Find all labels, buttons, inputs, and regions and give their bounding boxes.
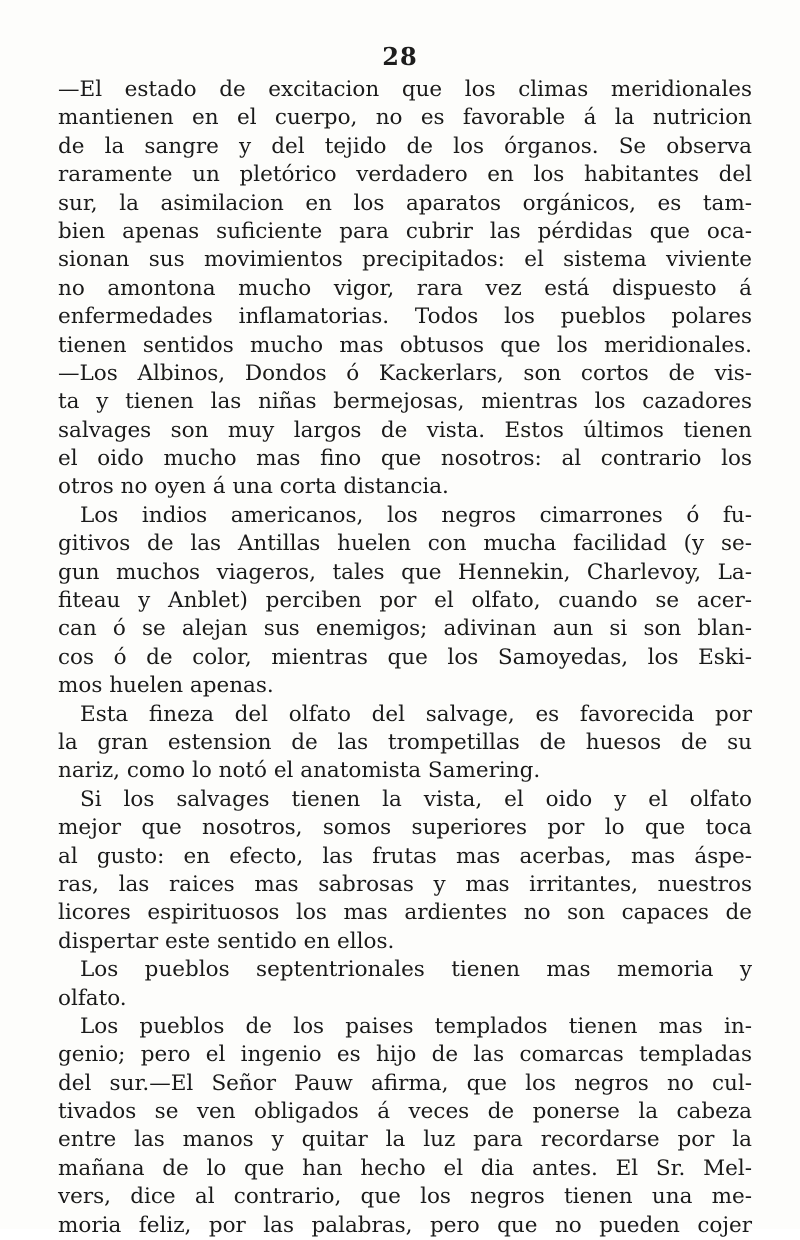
text-line-5: sur, la asimilacion en los aparatos orgánicos, es tam-	[58, 190, 752, 216]
text-line-36: del sur.—El Señor Pauw afirma, que los negros no cul-	[58, 1070, 752, 1096]
text-line-30: licores espirituosos los mas ardientes no son capaces de	[58, 900, 752, 926]
text-line-9: enfermedades inflamatorias. Todos los pueblos polares	[58, 304, 752, 330]
text-line-2: mantienen en el cuerpo, no es favorable á la nutricion	[58, 105, 752, 131]
text-line-32: Los pueblos septentrionales tienen mas memoria y	[80, 957, 752, 983]
text-line-8: no amontona mucho vigor, rara vez está dispuesto á	[58, 275, 752, 301]
text-line-39: mañana de lo que han hecho el dia antes. El Sr. Mel-	[58, 1155, 752, 1181]
text-line-26: Si los salvages tienen la vista, el oido y el olfato	[80, 786, 752, 812]
text-line-12: ta y tienen las niñas bermejosas, mientras los cazadores	[58, 389, 752, 415]
text-line-38: entre las manos y quitar la luz para recordarse por la	[58, 1127, 752, 1153]
text-line-37: tivados se ven obligados á veces de ponerse la cabeza	[58, 1099, 752, 1125]
body-text	[58, 76, 752, 1240]
text-line-10: tienen sentidos mucho mas obtusos que los meridionales.	[58, 332, 752, 358]
text-line-21: cos ó de color, mientras que los Samoyedas, los Eski-	[58, 644, 752, 670]
text-line-24: la gran estension de las trompetillas de huesos de su	[58, 729, 752, 755]
text-line-33: olfato.	[58, 985, 127, 1011]
text-line-34: Los pueblos de los paises templados tienen mas in-	[80, 1013, 752, 1039]
text-line-1: —El estado de excitacion que los climas meridionales	[58, 77, 752, 102]
text-line-35: genio; pero el ingenio es hijo de las comarcas templadas	[58, 1042, 752, 1068]
text-line-27: mejor que nosotros, somos superiores por lo que toca	[58, 815, 752, 841]
text-line-6: bien apenas suficiente para cubrir las pérdidas que oca-	[58, 218, 752, 244]
text-line-18: gun muchos viageros, tales que Hennekin, Charlevoy, La-	[58, 559, 752, 585]
text-line-13: salvages son muy largos de vista. Estos últimos tienen	[58, 417, 752, 443]
page-number: 28	[382, 42, 418, 71]
text-line-19: fiteau y Anblet) perciben por el olfato, cuando se acer-	[58, 588, 752, 614]
text-line-29: ras, las raices mas sabrosas y mas irritantes, nuestros	[58, 871, 752, 897]
text-line-22: mos huelen apenas.	[58, 673, 274, 699]
text-line-20: can ó se alejan sus enemigos; adivinan aun si son blan-	[58, 616, 752, 642]
text-line-16: Los indios americanos, los negros cimarrones ó fu-	[80, 502, 752, 528]
text-line-3: de la sangre y del tejido de los órganos. Se observa	[58, 133, 752, 159]
text-line-25: nariz, como lo notó el anatomista Samering.	[58, 758, 541, 784]
text-line-28: al gusto: en efecto, las frutas mas acerbas, mas áspe-	[58, 843, 752, 869]
text-line-41: moria feliz, por las palabras, pero que no pueden cojer	[58, 1212, 752, 1238]
text-line-4: raramente un pletórico verdadero en los habitantes del	[58, 162, 752, 188]
text-line-31: dispertar este sentido en ellos.	[58, 928, 395, 954]
text-line-14: el oido mucho mas fino que nosotros: al contrario los	[58, 446, 752, 472]
text-line-23: Esta fineza del olfato del salvage, es favorecida por	[80, 701, 752, 727]
text-line-40: vers, dice al contrario, que los negros tienen una me-	[58, 1184, 752, 1210]
text-line-17: gitivos de las Antillas huelen con mucha facilidad (y se-	[58, 531, 752, 557]
text-line-7: sionan sus movimientos precipitados: el sistema viviente	[58, 247, 752, 273]
text-line-11: —Los Albinos, Dondos ó Kackerlars, son cortos de vis-	[58, 360, 752, 386]
text-line-15: otros no oyen á una corta distancia.	[58, 474, 449, 500]
